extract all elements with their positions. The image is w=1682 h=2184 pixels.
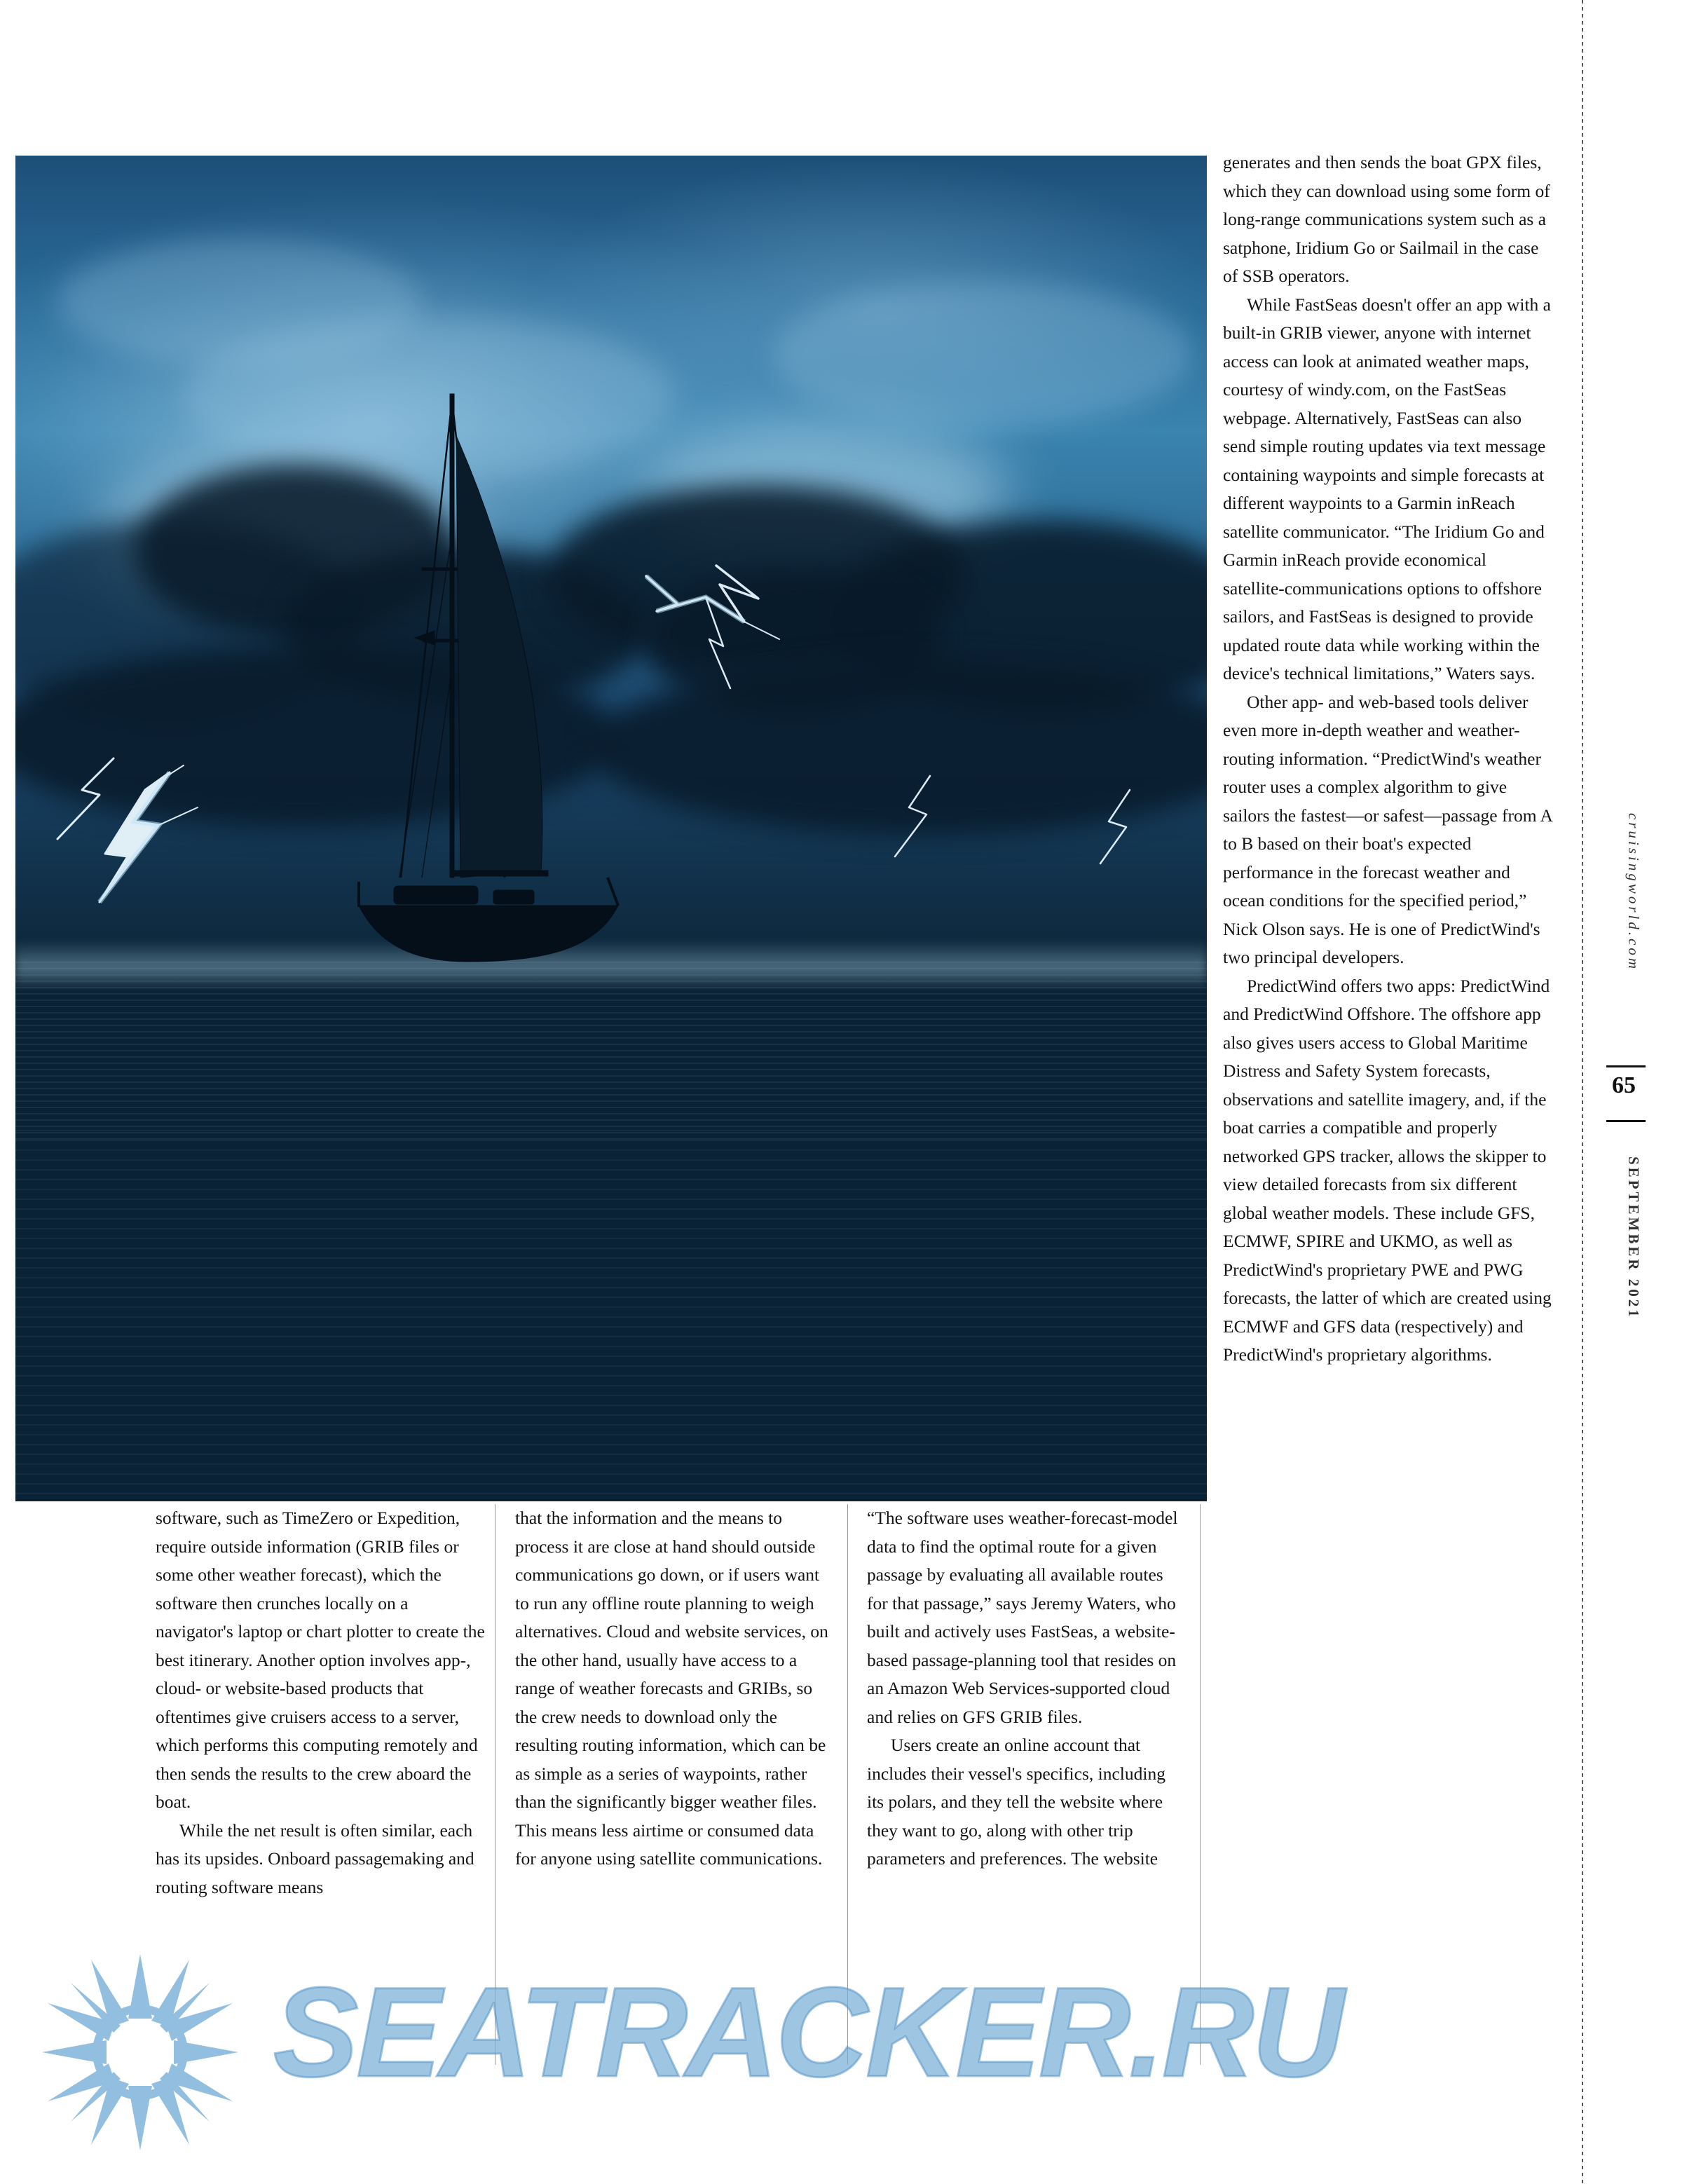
folio-rule-top [1606,1065,1646,1067]
paragraph: Other app- and web-based tools deliver even more in-depth weather and weather-routing information. “PredictWind's weather router uses a complex algorithm to give sailors the fastest—or safest—passage from A to B based on their boat's expected performance in the forecast weather and ocean conditions for the specified period,” Nick Olson says. He is one of PredictWind's two principal developers. [1223,691,1552,967]
sailboat-lightning-storm-photo [15,156,1207,1501]
body-column-3 [867,1504,1182,1874]
paragraph: Users create an online account that includes their vessel's specifics, including its polars, and they tell the website where they want to go, along with other trip parameters and preferences. The website [867,1735,1165,1869]
issue-date-vertical-label: SEPTEMBER 2021 [1625,1156,1642,1320]
column-divider [847,1504,848,2065]
page-number: 65 [1612,1072,1636,1098]
body-column-1 [156,1504,485,1902]
sunburst-logo-icon [42,1954,238,2150]
watermark [42,1948,1647,2159]
paragraph: software, such as TimeZero or Expedition, require outside information (GRIB files or some other weather forecast), which the software then crunches locally on a navigator's laptop or chart plotter to create the best itinerary. Another option involves app-, cloud- or website-based products that oftentimes give cruisers access to a server, which performs this computing remotely and then sends the results to the crew aboard the boat. [156,1508,485,1812]
dotted-margin-rule [1582,0,1583,2184]
paragraph: While FastSeas doesn't offer an app with a built-in GRIB viewer, anyone with internet access can look at animated weather maps, courtesy of windy.com, on the FastSeas webpage. Alternatively, FastSeas can also send simple routing updates via text message containing waypoints and simple forecasts at different waypoints to a Garmin inReach satellite communicator. “The Iridium Go and Garmin inReach provide economical satellite-communications options to offshore sailors, and FastSeas is designed to provide updated route data while working within the device's technical limitations,” Waters says. [1223,294,1551,683]
paragraph: While the net result is often similar, each has its upsides. Onboard passagemaking and routing software means [156,1820,474,1897]
paragraph: PredictWind offers two apps: PredictWind and PredictWind Offshore. The offshore app also gives users access to Global Maritime Distress and Safety System forecasts, observations and satellite imagery, and, if the boat carries a compatible and properly networked GPS tracker, allows the skipper to view detailed forecasts from six different global weather models. These include GFS, ECMWF, SPIRE and UKMO, as well as PredictWind's proprietary PWE and PWG forecasts, the latter of which are created using ECMWF and GFS data (respectively) and PredictWind's proprietary algorithms. [1223,975,1552,1365]
paragraph: generates and then sends the boat GPX files, which they can download using some form of long-range communications system such as a satphone, Iridium Go or Sailmail in the case of SSB operators. [1223,152,1550,286]
column-divider [1200,1504,1201,2065]
ocean [15,962,1207,1501]
sailboat-silhouette [317,387,807,1018]
website-vertical-label: cruisingworld.com [1625,813,1642,972]
body-column-right [1223,149,1552,1370]
watermark-text: SEATRACKER.RU [273,1960,1342,2103]
ocean-shimmer [15,1130,1207,1501]
folio-rule-bottom [1606,1120,1646,1122]
paragraph: “The software uses weather-forecast-model data to find the optimal route for a given passage by evaluating all available routes for that passage,” says Jeremy Waters, who built and actively uses FastSeas, a website-based passage-planning tool that resides on an Amazon Web Services-supported cloud and relies on GFS GRIB files. [867,1508,1178,1727]
body-column-2 [515,1504,830,1874]
paragraph: that the information and the means to process it are close at hand should outside communications go down, or if users want to run any offline route planning to weigh alternatives. Cloud and website services, on the other hand, usually have access to a range of weather forecasts and GRIBs, so the crew needs to download only the resulting routing information, which can be as simple as a series of waypoints, rather than the significantly bigger weather files. This means less airtime or consumed data for anyone using satellite communications. [515,1508,828,1869]
